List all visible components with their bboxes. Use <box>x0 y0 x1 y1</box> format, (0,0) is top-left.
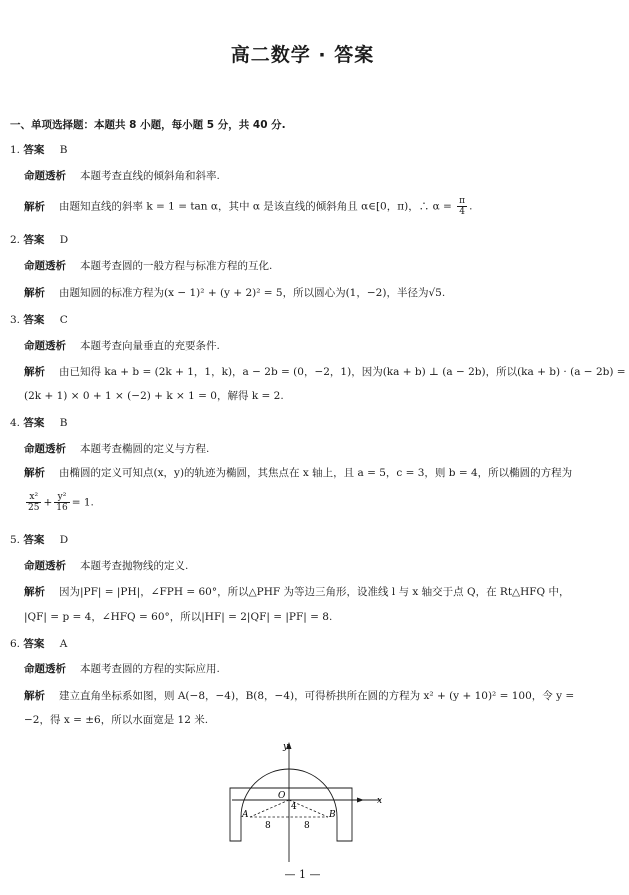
q4-solution-label: 解析 <box>24 467 45 479</box>
q2-solution-label: 解析 <box>24 287 45 299</box>
q5-answer-label: 答案 <box>23 534 45 546</box>
q2-solution-line <box>24 286 629 300</box>
q4-answer-label: 答案 <box>23 417 45 429</box>
q3-number: 3. <box>10 314 21 326</box>
q1-answer-value: B <box>59 144 68 156</box>
q1-analysis-text: 本题考查直线的倾斜角和斜率. <box>80 170 220 182</box>
q6-solution-cont <box>24 713 629 727</box>
q3-solution-label: 解析 <box>24 366 45 378</box>
q3-analysis-line <box>24 339 629 353</box>
q2-analysis-text: 本题考查圆的一般方程与标准方程的互化. <box>80 260 273 272</box>
q1-fraction-den: 4 <box>459 207 465 217</box>
q4-solution-text: 由椭圆的定义可知点(x，y)的轨迹为椭圆，其焦点在 x 轴上，且 a = 5，c = 3，则 b = 4，所以椭圆的方程为 <box>59 467 573 479</box>
q3-solution-cont <box>24 389 629 403</box>
q4-solution-end: = 1. <box>71 496 94 509</box>
q1-solution-line <box>24 196 629 217</box>
left-length-label: 8 <box>265 821 271 831</box>
height-label: 4 <box>291 802 297 812</box>
q4-fraction-2-den: 16 <box>56 503 68 513</box>
q3-answer-line <box>10 313 615 327</box>
page-title: 高二数学 · 答案 <box>230 44 375 66</box>
q4-fraction-2 <box>54 492 69 513</box>
q6-solution-text-2: −2，得 x = ±6，所以水面宽是 12 米. <box>24 714 209 726</box>
q1-answer-line <box>10 143 615 157</box>
q4-fraction-2-num: y² <box>54 492 69 503</box>
q5-analysis-line <box>24 559 629 573</box>
q2-analysis-label: 命题透析 <box>24 260 66 272</box>
q6-answer-value: A <box>59 638 68 650</box>
q5-solution-text-2: |QF| = p = 4，∠HFQ = 60°，所以|HF| = 2|QF| = |PF| = 8. <box>24 611 333 623</box>
q4-number: 4. <box>10 417 21 429</box>
q1-fraction <box>457 196 467 217</box>
q5-solution-text: 因为|PF| = |PH|，∠FPH = 60°，所以△PHF 为等边三角形，设准线 l 与 x 轴交于点 Q，在 Rt△HFQ 中， <box>59 586 570 598</box>
x-axis-label: x <box>377 796 383 806</box>
point-a-label: A <box>242 810 249 820</box>
radius-oa <box>250 800 289 817</box>
q1-number: 1. <box>10 144 21 156</box>
q2-answer-line <box>10 233 615 247</box>
q5-solution-cont <box>24 610 629 624</box>
q4-plus: + <box>43 496 53 509</box>
q5-analysis-text: 本题考查抛物线的定义. <box>80 560 189 572</box>
q6-number: 6. <box>10 638 21 650</box>
q6-solution-text: 建立直角坐标系如图，则 A(−8，−4)，B(8，−4)，可得桥拱所在圆的方程为 x² + (y + 10)² = 100，令 y = <box>59 690 575 702</box>
q4-fraction-1-num: x² <box>26 492 41 503</box>
q6-answer-line <box>10 637 615 651</box>
q4-analysis-label: 命题透析 <box>24 443 66 455</box>
q6-answer-label: 答案 <box>23 638 45 650</box>
q3-answer-label: 答案 <box>23 314 45 326</box>
q4-answer-line <box>10 416 615 430</box>
q1-solution-end: . <box>469 200 473 213</box>
q1-answer-label: 答案 <box>23 144 45 156</box>
bridge-arch-diagram <box>226 740 383 865</box>
q4-analysis-text: 本题考查椭圆的定义与方程. <box>80 443 210 455</box>
q6-solution-line <box>24 689 629 703</box>
q1-analysis-line <box>24 169 629 183</box>
q6-analysis-label: 命题透析 <box>24 663 66 675</box>
q3-analysis-text: 本题考查向量垂直的充要条件. <box>80 340 220 352</box>
q2-analysis-line <box>24 259 629 273</box>
q4-fraction-1-den: 25 <box>28 503 40 513</box>
q3-solution-text: 由已知得 ka + b = (2k + 1，1，k)，a − 2b = (0，−2，1)，因为(ka + b) ⊥ (a − 2b)，所以(ka + b) · (a − 2b) = <box>59 366 626 378</box>
q4-fraction-1 <box>26 492 41 513</box>
section-heading-text: 一、单项选择题：本题共 8 小题，每小题 5 分，共 40 分. <box>10 119 286 131</box>
q2-solution-text: 由题知圆的标准方程为(x − 1)² + (y + 2)² = 5，所以圆心为(1，−2)，半径为√5. <box>59 287 446 299</box>
right-length-label: 8 <box>304 821 310 831</box>
q3-solution-line <box>24 365 629 379</box>
x-axis-arrow <box>357 798 364 803</box>
q3-analysis-label: 命题透析 <box>24 340 66 352</box>
q2-number: 2. <box>10 234 21 246</box>
q1-fraction-num: π <box>459 196 466 206</box>
q4-answer-value: B <box>59 417 68 429</box>
origin-label: O <box>278 791 286 801</box>
q4-solution-line <box>24 466 629 480</box>
q6-analysis-line <box>24 662 629 676</box>
point-b-label: B <box>329 810 336 820</box>
q3-solution-text-2: (2k + 1) × 0 + 1 × (−2) + k × 1 = 0，解得 k = 2. <box>24 390 284 402</box>
q2-answer-value: D <box>59 234 69 246</box>
q6-analysis-text: 本题考查圆的方程的实际应用. <box>80 663 220 675</box>
q5-analysis-label: 命题透析 <box>24 560 66 572</box>
q4-analysis-line <box>24 442 629 456</box>
q5-solution-line <box>24 585 629 599</box>
q1-solution-text: 由题知直线的斜率 k = 1 = tan α，其中 α 是该直线的倾斜角且 α∈[0，π)，∴ α = <box>59 200 456 213</box>
section-heading <box>10 118 615 132</box>
q2-answer-label: 答案 <box>23 234 45 246</box>
page-number: — 1 — <box>284 868 321 881</box>
q5-answer-value: D <box>59 534 69 546</box>
q4-solution-cont <box>24 492 629 513</box>
q5-solution-label: 解析 <box>24 586 45 598</box>
q1-solution-label: 解析 <box>24 200 45 213</box>
q5-number: 5. <box>10 534 21 546</box>
q3-answer-value: C <box>59 314 68 326</box>
y-axis-label: y <box>283 742 289 752</box>
q1-analysis-label: 命题透析 <box>24 170 66 182</box>
q6-solution-label: 解析 <box>24 690 45 702</box>
q5-answer-line <box>10 533 615 547</box>
